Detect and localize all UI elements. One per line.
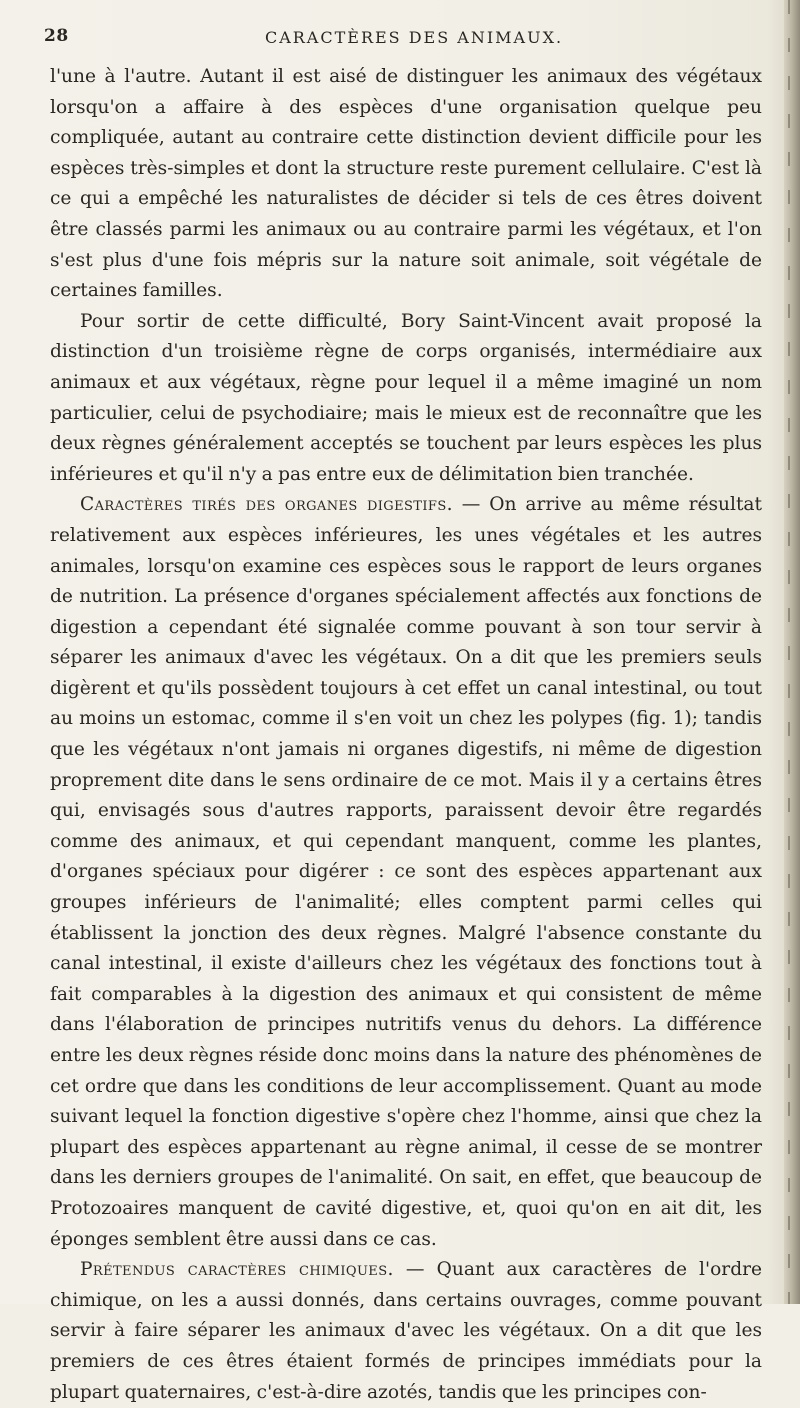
section-lead-heading: Prétendus caractères chimiques.: [80, 1259, 394, 1281]
paragraph-text: Pour sortir de cette difficulté, Bory Saint-Vincent avait proposé la distinction d'un troisième règne de corps organisés, intermédiaire aux animaux et aux végétaux, règne pour lequel il a même imaginé un nom particulier, celui de psychodiaire; mais le mieux est de reconnaître que les deux règnes généralement acceptés se touchent par leurs espèces les plus inférieures et qu'il n'y a pas entre eux de délimitation bien tranchée.: [50, 310, 762, 485]
body-text: [50, 62, 762, 1408]
paragraph-organes-digestifs: [50, 490, 762, 1255]
paragraph-text: l'une à l'autre. Autant il est aisé de distinguer les animaux des végétaux lorsqu'on a affaire à des espèces d'une organisation quelque peu compliquée, autant au contraire cette distinction devient difficile pour les espèces très-simples et dont la structure reste purement cellulaire. C'est là ce qui a empêché les naturalistes de décider si tels de ces êtres doivent être classés parmi les animaux ou au contraire parmi les végétaux, et l'on s'est plus d'une fois mépris sur la nature soit animale, soit végétale de certaines familles.: [50, 66, 762, 302]
running-title: CARACTÈRES DES ANIMAUX.: [264, 28, 564, 47]
page-number: 28: [44, 26, 69, 46]
paragraph-continuation: [50, 62, 762, 307]
paragraph-text: — Quant aux caractères de l'ordre chimique, on les a aussi donnés, dans certains ouvrages, comme pouvant servir à faire séparer les animaux d'avec les végétaux. On a dit que les premiers de ces êtres étaient formés de principes immédiats pour la plupart quaternaires, c'est-à-dire azotés, tandis que les principes con-: [50, 1259, 762, 1403]
page-binding-edge: [784, 0, 800, 1304]
paragraph-text: — On arrive au même résultat relativement aux espèces inférieures, les unes végétales et les autres animales, lorsqu'on examine ces espèces sous le rapport de leurs organes de nutrition. La présence d'organes spécialement affectés aux fonctions de digestion a cependant été signalée comme pouvant à son tour servir à séparer les animaux d'avec les végétaux. On a dit que les premiers seuls digèrent et qu'ils possèdent toujours à cet effet un canal intestinal, ou tout au moins un estomac, comme il s'en voit un chez les polypes (fig. 1); tandis que les végétaux n'ont jamais ni organes digestifs, ni même de digestion proprement dite dans le sens ordinaire de ce mot. Mais il y a certains êtres qui, envisagés sous d'autres rapports, paraissent devoir être regardés comme des animaux, et qui cependant manquent, comme les plantes, d'organes spéciaux pour digérer : ce sont des espèces appartenant aux groupes inférieurs de l'animalité; elles comptent parmi celles qui établissent la jonction des deux règnes. Malgré l'absence constante du canal intestinal, il existe d'ailleurs chez les végétaux des fonctions tout à fait comparables à la digestion des animaux et qui consistent de même dans l'élaboration de principes nutritifs venus du dehors. La différence entre les deux règnes réside donc moins dans la nature des phénomènes de cet ordre que dans les conditions de leur accomplissement. Quant au mode suivant lequel la fonction digestive s'opère chez l'homme, ainsi que chez la plupart des espèces appartenant au règne animal, il cesse de se montrer dans les derniers groupes de l'animalité. On sait, en effet, que beaucoup de Protozoaires manquent de cavité digestive, et, quoi qu'on en ait dit, les éponges semblent être aussi dans ce cas.: [50, 494, 762, 1250]
paragraph-bory-saint-vincent: [50, 307, 762, 491]
running-head: [44, 24, 764, 54]
paragraph-caracteres-chimiques: [50, 1255, 762, 1408]
section-lead-heading: Caractères tirés des organes digestifs.: [80, 494, 453, 516]
